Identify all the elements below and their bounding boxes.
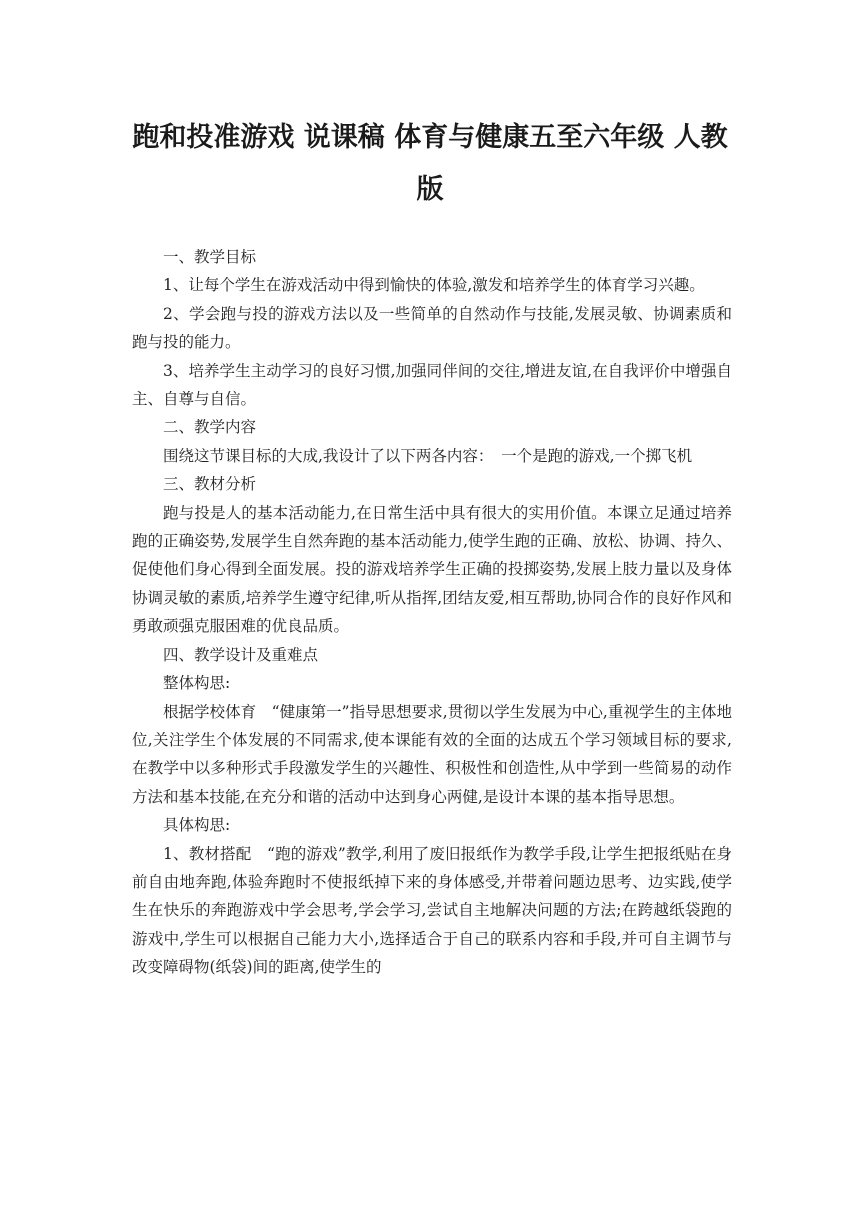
objective-item-1: 1、让每个学生在游戏活动中得到愉快的体验,激发和培养学生的体育学习兴趣。: [163, 276, 705, 295]
section-heading-objectives: 一、教学目标: [163, 248, 257, 266]
content-paragraph: 围绕这节课目标的大成,我设计了以下两各内容： 一个是跑的游戏,一个掷飞机: [163, 446, 693, 465]
section-heading-design: 四、教学设计及重难点: [163, 645, 319, 664]
overall-concept-paragraph: 根据学校体育 “健康第一”指导思想要求,贯彻以学生发展为中心,重视学生的主体地位,关注学生个体发展的不同需求,使本课能有效的全面的达成五个学习领域目标的要求,在教学中以多种形式手段激发学生的兴趣性、积极性和创造性,从中学到一些简易的动作方法和基本技能,在充分和谐的活动中达到身心两健,是设计本课的基本指导思想。: [132, 702, 732, 806]
analysis-paragraph: 跑与投是人的基本活动能力,在日常生活中具有很大的实用价值。本课立足通过培养跑的正确姿势,发展学生自然奔跑的基本活动能力,使学生跑的正确、放松、协调、持久、促使他们身心得到全面发展。投的游戏培养学生正确的投掷姿势,发展上肢力量以及身体协调灵敏的素质,培养学生遵守纪律,听从指挥,团结友爱,相互帮助,协同合作的良好作风和勇敢顽强克服困难的优良品质。: [132, 503, 732, 636]
document-body: [132, 243, 732, 982]
objective-item-3: 3、培养学生主动学习的良好习惯,加强同伴间的交往,增进友谊,在自我评价中增强自主、自尊与自信。: [132, 361, 732, 409]
document-title: 跑和投准游戏 说课稿 体育与健康五至六年级 人教版: [132, 122, 728, 205]
specific-concept-paragraph: 1、教材搭配 “跑的游戏”教学,利用了废旧报纸作为教学手段,让学生把报纸贴在身前自由地奔跑,体验奔跑时不使报纸掉下来的身体感受,并带着问题边思考、边实践,使学生在快乐的奔跑游戏中学会思考,学会学习,尝试自主地解决问题的方法;在跨越纸袋跑的游戏中,学生可以根据自己能力大小,选择适合于自己的联系内容和手段,并可自主调节与改变障碍物(纸袋)间的距离,使学生的: [132, 844, 732, 977]
section-heading-content: 二、教学内容: [163, 418, 257, 437]
specific-concept-label: 具体构思:: [163, 816, 231, 835]
overall-concept-label: 整体构思:: [163, 674, 231, 693]
objective-item-2: 2、学会跑与投的游戏方法以及一些简单的自然动作与技能,发展灵敏、协调素质和跑与投的能力。: [132, 304, 732, 352]
section-heading-analysis: 三、教材分析: [163, 475, 257, 494]
